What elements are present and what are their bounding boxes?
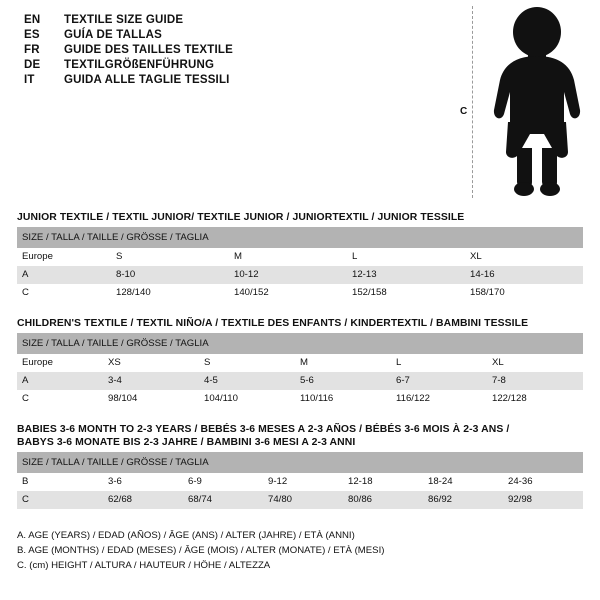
table-row (17, 491, 583, 509)
table-row (17, 473, 583, 491)
cell: M (295, 354, 391, 372)
toddler-silhouette-icon (484, 6, 590, 198)
cell: 98/104 (103, 390, 199, 408)
cell: 18-24 (423, 473, 503, 491)
cell: 6-9 (183, 473, 263, 491)
language-code: DE (24, 59, 41, 71)
cell: XS (103, 354, 199, 372)
language-row (24, 59, 444, 71)
section-junior-textile (17, 212, 583, 302)
cell: M (229, 248, 347, 266)
table-row (17, 390, 583, 408)
section-title: BABIES 3-6 MONTH TO 2-3 YEARS / BEBÉS 3-6 MESES A 2-3 AÑOS / BÉBÉS 3-6 MOIS À 2-3 ANS / (17, 424, 510, 435)
language-row (24, 44, 444, 56)
table-header-row (17, 333, 583, 354)
cell: 3-4 (103, 372, 199, 390)
row-label: C (17, 284, 111, 302)
cell: 3-6 (103, 473, 183, 491)
language-code: FR (24, 44, 40, 56)
row-label: Europe (17, 354, 103, 372)
cell: XL (487, 354, 583, 372)
cell: 5-6 (295, 372, 391, 390)
measurement-figure (440, 0, 600, 205)
row-label: Europe (17, 248, 111, 266)
section-title-line2: BABYS 3-6 MONATE BIS 2-3 JAHRE / BAMBINI 3-6 MESI A 2-3 ANNI (17, 437, 356, 448)
cell: 12-18 (343, 473, 423, 491)
cell: 9-12 (263, 473, 343, 491)
cell: 158/170 (465, 284, 583, 302)
legend (17, 528, 583, 573)
language-code: EN (24, 14, 41, 26)
table-row (17, 248, 583, 266)
cell: XL (465, 248, 583, 266)
cell: 14-16 (465, 266, 583, 284)
row-label: C (17, 390, 103, 408)
legend-line-a: A. AGE (YEARS) / EDAD (AÑOS) / ÂGE (ANS) / ALTER (JAHRE) / ETÀ (ANNI) (17, 530, 355, 541)
cell: 62/68 (103, 491, 183, 509)
cell: 10-12 (229, 266, 347, 284)
table-header-label: SIZE / TALLA / TAILLE / GRÖSSE / TAGLIA (17, 333, 583, 354)
legend-line-c: C. (cm) HEIGHT / ALTURA / HAUTEUR / HÖHE / ALTEZZA (17, 560, 271, 571)
language-header (24, 14, 444, 89)
language-code: ES (24, 29, 40, 41)
row-label: A (17, 266, 111, 284)
table-header-label: SIZE / TALLA / TAILLE / GRÖSSE / TAGLIA (17, 452, 583, 473)
cell: 152/158 (347, 284, 465, 302)
cell: 92/98 (503, 491, 583, 509)
table-header-row (17, 452, 583, 473)
height-measure-line (472, 6, 473, 198)
language-code: IT (24, 74, 35, 86)
table-header-row (17, 227, 583, 248)
cell: 86/92 (423, 491, 503, 509)
cell: L (347, 248, 465, 266)
junior-size-table (17, 227, 583, 302)
section-title: JUNIOR TEXTILE / TEXTIL JUNIOR/ TEXTILE JUNIOR / JUNIORTEXTIL / JUNIOR TESSILE (17, 212, 465, 223)
cell: 80/86 (343, 491, 423, 509)
section-title: CHILDREN'S TEXTILE / TEXTIL NIÑO/A / TEXTILE DES ENFANTS / KINDERTEXTIL / BAMBINI TESSILE (17, 318, 529, 329)
cell: S (199, 354, 295, 372)
cell: 74/80 (263, 491, 343, 509)
row-label: A (17, 372, 103, 390)
language-row (24, 74, 444, 86)
language-title: GUIDE DES TAILLES TEXTILE (64, 44, 233, 56)
language-title: TEXTILE SIZE GUIDE (64, 14, 184, 26)
language-title: GUIDA ALLE TAGLIE TESSILI (64, 74, 230, 86)
row-label: C (17, 491, 103, 509)
cell: 4-5 (199, 372, 295, 390)
cell: 104/110 (199, 390, 295, 408)
table-header-label: SIZE / TALLA / TAILLE / GRÖSSE / TAGLIA (17, 227, 583, 248)
table-row (17, 354, 583, 372)
language-title: GUÍA DE TALLAS (64, 29, 162, 41)
language-row (24, 14, 444, 26)
cell: 6-7 (391, 372, 487, 390)
cell: 122/128 (487, 390, 583, 408)
language-row (24, 29, 444, 41)
cell: S (111, 248, 229, 266)
section-babies-textile (17, 424, 583, 509)
cell: 24-36 (503, 473, 583, 491)
babies-size-table (17, 452, 583, 509)
cell: 12-13 (347, 266, 465, 284)
cell: 7-8 (487, 372, 583, 390)
cell: 8-10 (111, 266, 229, 284)
table-row (17, 284, 583, 302)
section-childrens-textile (17, 318, 583, 408)
cell: L (391, 354, 487, 372)
cell: 140/152 (229, 284, 347, 302)
cell: 68/74 (183, 491, 263, 509)
legend-line-b: B. AGE (MONTHS) / EDAD (MESES) / ÂGE (MOIS) / ALTER (MONATE) / ETÀ (MESI) (17, 545, 385, 556)
table-row (17, 372, 583, 390)
cell: 110/116 (295, 390, 391, 408)
language-title: TEXTILGRÖßENFÜHRUNG (64, 59, 215, 71)
cell: 128/140 (111, 284, 229, 302)
table-row (17, 266, 583, 284)
measure-label-c: C (460, 106, 468, 117)
row-label: B (17, 473, 103, 491)
cell: 116/122 (391, 390, 487, 408)
children-size-table (17, 333, 583, 408)
